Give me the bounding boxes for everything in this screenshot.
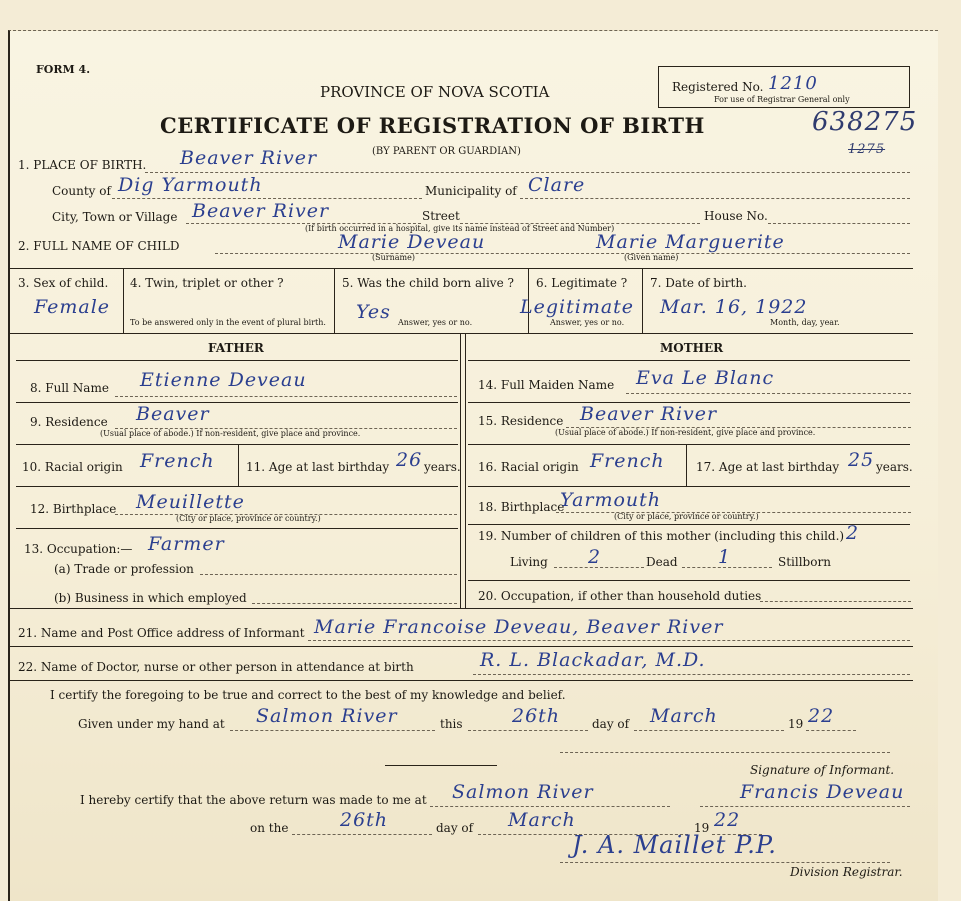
registered-number-value: 1210	[768, 73, 818, 94]
given-day-value: 26th	[512, 705, 561, 727]
given-under-label: Given under my hand at	[78, 717, 225, 731]
alive-note: Answer, yes or no.	[398, 318, 473, 327]
dead-label: Dead	[646, 555, 678, 569]
returned-place-value: Salmon River	[452, 781, 594, 803]
city-label: City, Town or Village	[52, 210, 178, 224]
col-div-1	[123, 268, 124, 333]
mother-children-value: 2	[846, 522, 860, 544]
signature-informant-label: Signature of Informant.	[750, 763, 895, 777]
dead-value: 1	[718, 546, 732, 568]
date-note: Month, day, year.	[770, 318, 840, 327]
sex-label: 3. Sex of child.	[18, 276, 109, 290]
living-value: 2	[588, 546, 602, 568]
municipality-value: Clare	[528, 174, 586, 196]
registered-number-label: Registered No.	[672, 80, 764, 94]
mother-occupation-line	[760, 601, 911, 602]
doctor-value: R. L. Blackadar, M.D.	[480, 649, 706, 671]
father-name-label: 8. Full Name	[30, 381, 109, 395]
father-name-line	[115, 396, 457, 397]
county-line	[112, 198, 422, 199]
father-rule-1	[16, 360, 458, 361]
father-residence-value: Beaver	[136, 403, 210, 425]
informant-label: 21. Name and Post Office address of Informant	[18, 626, 305, 640]
mother-children-label: 19. Number of children of this mother (including this child.)	[478, 529, 845, 543]
place-of-birth-label: 1. PLACE OF BIRTH.	[18, 158, 147, 172]
twin-note: To be answered only in the event of plural birth.	[130, 318, 326, 327]
trade-line	[200, 574, 457, 575]
year-prefix-2: 19	[694, 821, 710, 835]
father-abode-note: (Usual place of abode.) If non-resident, give place and province.	[100, 429, 361, 438]
dead-line	[682, 567, 772, 568]
date-of-birth-value: Mar. 16, 1922	[660, 296, 808, 318]
certify-statement: I certify the foregoing to be true and correct to the best of my knowledge and belief.	[50, 688, 566, 702]
given-year-value: 22	[808, 705, 835, 727]
place-of-birth-line	[145, 172, 910, 173]
father-age-divider	[238, 444, 239, 486]
given-place-line	[230, 730, 435, 731]
municipality-label: Municipality of	[425, 184, 517, 198]
mother-residence-value: Beaver River	[580, 403, 718, 425]
mother-occupation-label: 20. Occupation, if other than household duties	[478, 589, 762, 603]
municipality-line	[520, 198, 910, 199]
mother-rule-5	[468, 524, 910, 525]
father-rule-3	[16, 444, 458, 445]
given-name-note: (Given name)	[624, 253, 679, 262]
year-prefix: 19	[788, 717, 804, 731]
mother-rule-1	[468, 360, 910, 361]
certificate-subtitle: (BY PARENT OR GUARDIAN)	[372, 146, 521, 157]
mother-birthplace-value: Yarmouth	[560, 489, 662, 511]
mother-maiden-value: Eva Le Blanc	[636, 367, 775, 389]
street-label: Street	[422, 209, 460, 223]
mother-maiden-label: 14. Full Maiden Name	[478, 378, 615, 392]
this-label: this	[440, 717, 463, 731]
mother-heading: MOTHER	[660, 341, 724, 355]
day-of-label: day of	[592, 717, 630, 731]
county-value: Dig Yarmouth	[118, 174, 263, 196]
certificate-title: CERTIFICATE OF REGISTRATION OF BIRTH	[160, 113, 705, 138]
given-month-line	[634, 730, 784, 731]
father-residence-label: 9. Residence	[30, 415, 108, 429]
mother-city-note: (City or place, province or country.)	[614, 512, 759, 521]
row-divider-bottom	[10, 333, 913, 334]
father-rule-5	[16, 528, 458, 529]
stillborn-label: Stillborn	[778, 555, 831, 569]
child-name-label: 2. FULL NAME OF CHILD	[18, 239, 180, 253]
division-registrar-label: Division Registrar.	[790, 865, 903, 879]
father-birthplace-value: Meuillette	[136, 491, 245, 513]
sex-value: Female	[34, 296, 111, 318]
father-age-label: 11. Age at last birthday	[246, 460, 390, 474]
mother-rule-6	[468, 580, 910, 581]
doctor-label: 22. Name of Doctor, nurse or other person in attendance at birth	[18, 660, 414, 674]
doctor-line	[473, 674, 910, 675]
father-birthplace-label: 12. Birthplace	[30, 502, 117, 516]
informant-line	[308, 640, 910, 641]
stamp-number: 638275	[812, 107, 918, 137]
child-surname-value: Marie Deveau	[338, 231, 486, 253]
trade-label: (a) Trade or profession	[54, 562, 194, 576]
returned-year-value: 22	[714, 809, 741, 831]
informant-signature-line-upper	[560, 752, 890, 753]
mother-age-value: 25	[848, 449, 875, 471]
place-of-birth-value: Beaver River	[180, 147, 318, 169]
informant-rule-bottom	[10, 646, 913, 647]
county-label: County of	[52, 184, 111, 198]
legitimate-note: Answer, yes or no.	[550, 318, 625, 327]
informant-signature: Francis Deveau	[740, 781, 905, 803]
stamp-sub-number: 1275	[848, 142, 886, 157]
returned-day-value: 26th	[340, 809, 389, 831]
mother-racial-value: French	[590, 450, 665, 472]
col-div-2	[334, 268, 335, 333]
father-racial-value: French	[140, 450, 215, 472]
returned-month-value: March	[508, 809, 576, 831]
mother-maiden-line	[626, 393, 911, 394]
date-of-birth-label: 7. Date of birth.	[650, 276, 747, 290]
short-rule	[385, 765, 497, 766]
mother-racial-label: 16. Racial origin	[478, 460, 579, 474]
province-heading: PROVINCE OF NOVA SCOTIA	[320, 83, 550, 101]
hereby-label: I hereby certify that the above return was made to me at	[80, 793, 427, 807]
given-place-value: Salmon River	[256, 705, 398, 727]
living-line	[554, 567, 644, 568]
father-city-note: (City or place, province or country.)	[176, 514, 321, 523]
child-given-name-value: Marie Marguerite	[596, 231, 785, 253]
father-heading: FATHER	[208, 341, 264, 355]
father-racial-label: 10. Racial origin	[22, 460, 123, 474]
form-number: FORM 4.	[36, 63, 91, 76]
doctor-rule-bottom	[10, 680, 913, 681]
alive-label: 5. Was the child born alive ?	[342, 276, 514, 290]
mother-age-divider	[686, 444, 687, 486]
father-name-value: Etienne Deveau	[140, 369, 307, 391]
mother-age-label: 17. Age at last birthday	[696, 460, 840, 474]
living-label: Living	[510, 555, 548, 569]
mother-rule-3	[468, 444, 910, 445]
father-age-value: 26	[396, 449, 423, 471]
alive-value: Yes	[356, 301, 391, 323]
informant-signature-line	[700, 806, 910, 807]
col-div-4	[642, 268, 643, 333]
father-years-label: years.	[424, 460, 461, 474]
mother-residence-label: 15. Residence	[478, 414, 564, 428]
returned-place-line	[430, 806, 670, 807]
father-mother-divider-right	[465, 333, 466, 608]
registrar-note: For use of Registrar General only	[714, 95, 850, 104]
city-value: Beaver River	[192, 200, 330, 222]
on-the-label: on the	[250, 821, 289, 835]
returned-day-line	[292, 834, 432, 835]
mother-birthplace-label: 18. Birthplace	[478, 500, 565, 514]
mother-rule-4	[468, 486, 910, 487]
mother-abode-note: (Usual place of abode.) If non-resident, give place and province.	[555, 428, 816, 437]
hospital-note: (If birth occurred in a hospital, give its name instead of Street and Number)	[305, 224, 615, 233]
house-no-line	[768, 223, 910, 224]
registrar-signature: J. A. Maillet P.P.	[572, 831, 777, 859]
day-of-label-2: day of	[436, 821, 474, 835]
mother-years-label: years.	[876, 460, 913, 474]
registrar-signature-line	[560, 862, 890, 863]
house-no-label: House No.	[704, 209, 768, 223]
twin-label: 4. Twin, triplet or other ?	[130, 276, 284, 290]
informant-rule-top	[10, 608, 913, 609]
father-rule-4	[16, 486, 458, 487]
business-line	[252, 603, 457, 604]
row-divider-top	[10, 268, 913, 269]
father-rule-2	[16, 402, 458, 403]
occupation-label: 13. Occupation:—	[24, 542, 133, 556]
given-year-line	[806, 730, 856, 731]
informant-value: Marie Francoise Deveau, Beaver River	[314, 616, 724, 638]
business-label: (b) Business in which employed	[54, 591, 247, 605]
child-name-line	[215, 253, 910, 254]
legitimate-label: 6. Legitimate ?	[536, 276, 628, 290]
given-month-value: March	[650, 705, 718, 727]
legitimate-value: Legitimate	[520, 296, 635, 318]
surname-note: (Surname)	[372, 253, 415, 262]
given-day-line	[468, 730, 588, 731]
father-occupation-value: Farmer	[148, 533, 225, 555]
